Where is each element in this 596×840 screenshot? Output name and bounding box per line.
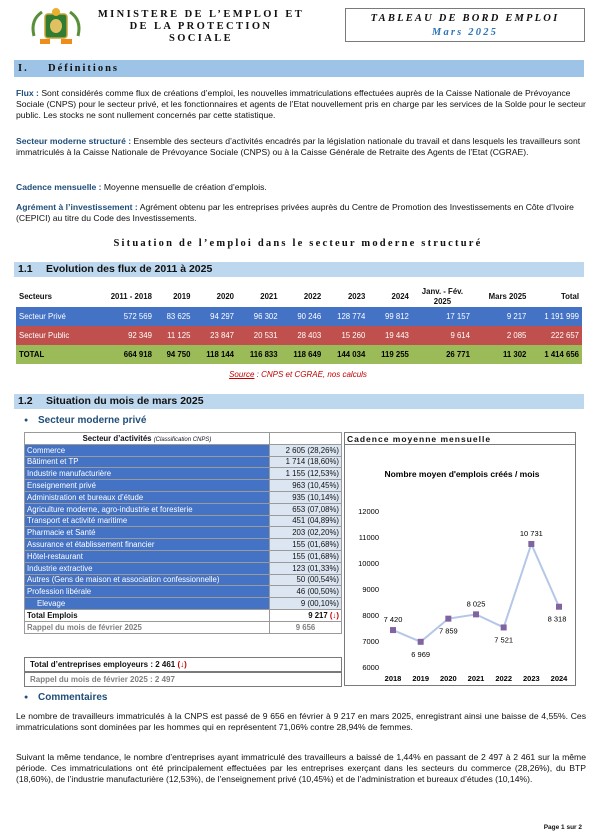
data-label: 8 318: [547, 614, 567, 624]
definition-term: Agrément à l’investissement :: [16, 202, 138, 212]
activity-value: 451 (04,89%): [270, 515, 342, 527]
flux-table-header: [16, 287, 582, 307]
table-cell: 83 625: [155, 307, 194, 326]
comment-paragraph-2: Suivant la même tendance, le nombre d’entreprises ayant immatriculé des travailleurs a baissé de 1,44% en passant de 2 497 à 2 461 sur la même période. Ces immatriculations ont été principalement effectuées par les entreprises exerçant dans les secteurs du commerce (28,26%), du BTP (18,60%), de l’industrie manufacturière (12,53%), de l’enseignement privé (10,45%) et de l’administration et bureaux d’études (10,14%).: [16, 752, 586, 785]
data-point: [445, 616, 451, 622]
coat-of-arms-logo: [28, 6, 84, 48]
table-row: [16, 326, 582, 345]
table-cell: 116 833: [237, 345, 281, 364]
col-header: 2024: [391, 292, 409, 301]
activity-row: [25, 598, 342, 610]
recall-label: Rappel du mois de février 2025: [25, 621, 270, 633]
table-cell: 572 569: [94, 307, 155, 326]
chart-header: Cadence moyenne mensuelle: [345, 433, 575, 445]
activity-row: [25, 562, 342, 574]
x-tick-label: 2024: [550, 674, 568, 683]
table-cell: 9 614: [412, 326, 473, 345]
table-cell: 94 297: [193, 307, 237, 326]
chart-title: Nombre moyen d'emplois créés / mois: [384, 469, 540, 479]
table-cell: 94 750: [155, 345, 194, 364]
definition-text: Sont considérés comme flux de créations d’emploi, les nouvelles immatriculations effectuées auprès de la Caisse Nationale de Prévoyance Sociale (CNPS) pour le secteur privé, et les fonctionnaires et agents de l’Etat nouvellement pris en charge par les services de la Solde pour le secteur public. Les stocks ne sont nullement concernés par cette statistique.: [16, 88, 586, 121]
down-arrow-icon: (↓): [329, 610, 339, 620]
activity-value: 2 605 (28,26%): [270, 444, 342, 456]
table-cell: 2 085: [473, 326, 529, 345]
data-label: 7 521: [494, 635, 514, 645]
activity-row: [25, 456, 342, 468]
col-header: Total: [560, 292, 579, 301]
y-tick-label: 8000: [362, 611, 379, 620]
table-cell: 92 349: [94, 326, 155, 345]
activity-name: Industrie manufacturière: [25, 468, 270, 480]
data-point: [418, 639, 424, 645]
table-cell: 119 255: [368, 345, 412, 364]
data-label: 6 969: [411, 649, 431, 659]
table-cell: Secteur Public: [16, 326, 94, 345]
x-tick-label: 2020: [439, 674, 457, 683]
section-number: I.: [18, 63, 29, 74]
definition-text: Ensemble des secteurs d’activités encadrés par la législation nationale du travail et dans lesquels les travailleurs sont immatriculés à la Caisse Nationale de Prévoyance Sociale (CNPS) ou à la Caisse Générale de Retraite des Agents de l’Etat (CGRAE).: [16, 136, 581, 158]
y-tick-label: 12000: [358, 507, 379, 516]
table-cell: 23 847: [193, 326, 237, 345]
activities-header-note: (Classification CNPS): [153, 436, 212, 443]
activity-row: [25, 491, 342, 503]
recall-value: 9 656: [270, 621, 342, 633]
table-cell: 28 403: [281, 326, 325, 345]
definition-cadence: [16, 182, 586, 193]
ministry-name: [96, 9, 306, 45]
table-cell: 26 771: [412, 345, 473, 364]
table-cell: 664 918: [94, 345, 155, 364]
subsection-number: 1.2: [18, 395, 33, 407]
source-label: Source: [229, 370, 255, 379]
definition-flux: [16, 88, 586, 122]
col-header: 2022: [303, 292, 322, 301]
y-tick-label: 11000: [358, 533, 379, 542]
activity-row: [25, 550, 342, 562]
enterprises-recall-box: Rappel du mois de février 2025 : 2 497: [24, 672, 342, 687]
subsection-flux-bar: [14, 262, 584, 277]
activities-header-cell: [25, 433, 270, 445]
activity-name: Administration et bureaux d’étude: [25, 491, 270, 503]
series-line: [393, 544, 559, 645]
definition-text: Agrément obtenu par les entreprises privées auprès du Centre de Promotion des Investissements en Côte d’Ivoire (CEPICI) au titre du Code des Investissements.: [16, 202, 574, 224]
definition-term: Cadence mensuelle :: [16, 182, 102, 192]
col-header: 2011 - 2018: [110, 292, 152, 301]
table-cell: 11 302: [473, 345, 529, 364]
source-text: : CNPS et CGRAE, nos calculs: [254, 370, 367, 379]
activity-name: Industrie extractive: [25, 562, 270, 574]
source-note: [0, 370, 596, 379]
col-header: 2021: [260, 292, 278, 301]
col-header: Secteurs: [19, 292, 52, 301]
table-cell: 222 657: [529, 326, 582, 345]
subsection-title: Evolution des flux de 2011 à 2025: [46, 263, 213, 275]
col-header: [412, 287, 473, 307]
subsection-title: Situation du mois de mars 2025: [46, 395, 204, 407]
activity-value: 1 155 (12,53%): [270, 468, 342, 480]
table-cell: 128 774: [324, 307, 368, 326]
flux-table: [16, 287, 582, 364]
table-cell: 118 649: [281, 345, 325, 364]
activity-row: [25, 527, 342, 539]
activities-recall-row: [25, 621, 342, 633]
enterprises-total-box: [24, 657, 342, 672]
table-cell: 20 531: [237, 326, 281, 345]
activity-row: [25, 480, 342, 492]
col-header-line: 2025: [433, 297, 452, 306]
col-header: 2020: [216, 292, 235, 301]
ministry-line-2: DE LA PROTECTION SOCIALE: [129, 21, 273, 44]
activity-name: Enseignement privé: [25, 480, 270, 492]
y-tick-label: 7000: [362, 637, 379, 646]
activity-row: [25, 574, 342, 586]
col-header-line: Janv. - Fév.: [421, 287, 464, 296]
enterprises-label: Total d’entreprises employeurs : 2 461: [30, 660, 176, 669]
activity-name: Elevage: [25, 598, 270, 610]
activity-row: [25, 515, 342, 527]
ministry-line-1: MINISTERE DE L’EMPLOI ET: [97, 9, 305, 20]
table-cell: 99 812: [368, 307, 412, 326]
activity-row: [25, 444, 342, 456]
cadence-line-chart: [345, 445, 575, 685]
data-label: 7 420: [383, 615, 403, 625]
col-header: 2019: [173, 292, 191, 301]
table-cell: 11 125: [155, 326, 194, 345]
data-point: [390, 627, 396, 633]
activity-value: 935 (10,14%): [270, 491, 342, 503]
activity-name: Hôtel-restaurant: [25, 550, 270, 562]
x-tick-label: 2022: [495, 674, 513, 683]
y-tick-label: 9000: [362, 585, 379, 594]
activities-header-label: Secteur d’activités: [82, 433, 152, 443]
x-tick-label: 2021: [467, 674, 485, 683]
activity-row: [25, 468, 342, 480]
table-cell: 9 217: [473, 307, 529, 326]
activity-name: Autres (Gens de maison et association confessionnelle): [25, 574, 270, 586]
section-title: Définitions: [48, 63, 120, 74]
table-cell: TOTAL: [16, 345, 94, 364]
report-period: Mars 2025: [431, 27, 499, 38]
definition-term: Secteur moderne structuré :: [16, 136, 132, 146]
activity-value: 653 (07,08%): [270, 503, 342, 515]
y-tick-label: 6000: [362, 663, 379, 672]
x-tick-label: 2018: [384, 674, 402, 683]
activity-name: Assurance et établissement financier: [25, 539, 270, 551]
table-cell: 144 034: [324, 345, 368, 364]
table-cell: 17 157: [412, 307, 473, 326]
data-label: 8 025: [466, 599, 486, 609]
data-label: 7 859: [438, 626, 458, 636]
bullet-secteur-prive: ● Secteur moderne privé: [38, 415, 146, 426]
activity-name: Transport et activité maritime: [25, 515, 270, 527]
data-point: [473, 611, 479, 617]
table-cell: 1 414 656: [529, 345, 582, 364]
activity-row: [25, 586, 342, 598]
definition-term: Flux :: [16, 88, 39, 98]
table-row: [16, 307, 582, 326]
table-cell: 19 443: [368, 326, 412, 345]
total-value: [270, 609, 342, 621]
activity-name: Pharmacie et Santé: [25, 527, 270, 539]
data-point: [556, 604, 562, 610]
subsection-mars-bar: [14, 394, 584, 409]
definition-agrement: [16, 202, 586, 224]
x-tick-label: 2023: [522, 674, 540, 683]
section-definitions-bar: [14, 60, 584, 77]
x-tick-label: 2019: [412, 674, 430, 683]
report-title-box: [345, 8, 585, 42]
activity-value: 46 (00,50%): [270, 586, 342, 598]
situation-title: Situation de l’emploi dans le secteur moderne structuré: [113, 238, 483, 249]
cadence-chart-panel: [344, 432, 576, 686]
activity-row: [25, 503, 342, 515]
total-label: Total Emplois: [25, 609, 270, 621]
activity-value: 155 (01,68%): [270, 550, 342, 562]
report-title: TABLEAU DE BORD EMPLOI: [370, 13, 560, 24]
activity-name: Agriculture moderne, agro-industrie et foresterie: [25, 503, 270, 515]
activity-name: Commerce: [25, 444, 270, 456]
activity-name: Bâtiment et TP: [25, 456, 270, 468]
data-label: 10 731: [519, 528, 543, 538]
definition-secteur: [16, 136, 586, 158]
col-header: Mars 2025: [488, 292, 527, 301]
activities-body: [25, 444, 342, 609]
data-point: [501, 624, 507, 630]
col-header: 2023: [347, 292, 366, 301]
table-cell: 1 191 999: [529, 307, 582, 326]
y-tick-label: 10000: [358, 559, 379, 568]
activity-value: 123 (01,33%): [270, 562, 342, 574]
activity-row: [25, 539, 342, 551]
total-number: 9 217: [308, 610, 328, 620]
table-cell: 15 260: [324, 326, 368, 345]
definition-text: Moyenne mensuelle de création d’emplois.: [103, 182, 267, 192]
bullet-commentaires: ● Commentaires: [38, 692, 107, 703]
activity-value: 963 (10,45%): [270, 480, 342, 492]
activities-header: [25, 433, 342, 445]
activity-name: Profession libérale: [25, 586, 270, 598]
activity-value: 1 714 (18,60%): [270, 456, 342, 468]
table-row: [16, 345, 582, 364]
data-point: [528, 541, 534, 547]
table-cell: 96 302: [237, 307, 281, 326]
subsection-number: 1.1: [18, 263, 33, 275]
comment-paragraph-1: Le nombre de travailleurs immatriculés à la CNPS est passé de 9 656 en février à 9 217 en mars 2025, enregistrant ainsi une baisse de 4,55%. Ces immatriculations sont dominées par les hommes qui en représentent 71,06% contre 28,94% de femmes.: [16, 711, 586, 733]
table-cell: Secteur Privé: [16, 307, 94, 326]
activity-value: 203 (02,20%): [270, 527, 342, 539]
activities-total-row: [25, 609, 342, 621]
activity-value: 155 (01,68%): [270, 539, 342, 551]
table-cell: 90 246: [281, 307, 325, 326]
activities-table: [24, 432, 342, 634]
activities-header-value: [270, 433, 342, 445]
activity-value: 9 (00,10%): [270, 598, 342, 610]
page-footer: Page 1 sur 2: [543, 824, 582, 831]
activity-value: 50 (00,54%): [270, 574, 342, 586]
down-arrow-icon: (↓): [177, 660, 187, 669]
table-cell: 118 144: [193, 345, 237, 364]
